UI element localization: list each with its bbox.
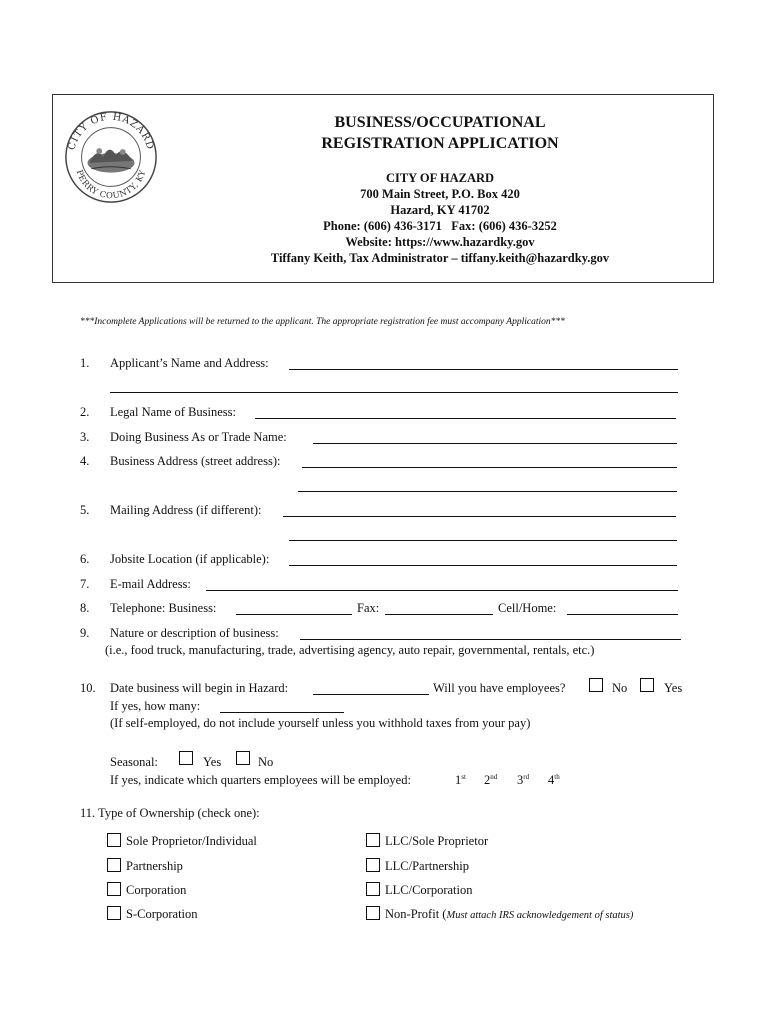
ownership-sole-checkbox[interactable] [107,833,121,847]
start-date-field[interactable] [313,694,429,695]
applicant-name-label: Applicant’s Name and Address: [110,356,269,370]
ownership-llc-corporation-option[interactable]: LLC/Corporation [366,882,473,898]
form-title: BUSINESS/OCCUPATIONAL REGISTRATION APPLICATION [321,114,559,152]
field-number: 7. [80,577,90,591]
city-name: CITY OF HAZARD [385,171,495,185]
self-employed-note: (If self-employed, do not include yourself unless you withhold taxes from your pay) [110,716,531,730]
employees-no-checkbox[interactable] [589,678,603,692]
ownership-scorp-option[interactable]: S-Corporation [107,906,198,922]
telephone-business-label: Telephone: Business: [110,601,217,615]
field-number: 4. [80,454,90,468]
ownership-llc-corporation-checkbox[interactable] [366,882,380,896]
legal-name-field[interactable] [255,418,676,419]
field-number: 6. [80,552,90,566]
business-address-field[interactable] [302,467,677,468]
email-label: E-mail Address: [110,577,191,591]
street-address: 700 Main Street, P.O. Box 420 [360,187,520,201]
start-date-label: Date business will begin in Hazard: [110,681,289,695]
mailing-address-field[interactable] [283,516,676,517]
nonprofit-note: Must attach IRS acknowledgement of status) [446,910,634,921]
business-phone-field[interactable] [236,614,352,615]
dba-label: Doing Business As or Trade Name: [110,430,287,444]
field-number: 9. [80,626,90,640]
ownership-type-label: 11. Type of Ownership (check one): [80,806,260,820]
cell-label: Cell/Home: [498,601,557,615]
city-state-zip: Hazard, KY 41702 [390,203,490,217]
quarter-2[interactable]: 2nd [484,773,498,787]
field-number: 3. [80,430,90,444]
ownership-llc-sole-option[interactable]: LLC/Sole Proprietor [366,833,488,849]
ownership-llc-partnership-option[interactable]: LLC/Partnership [366,858,469,874]
ownership-llc-partnership-checkbox[interactable] [366,858,380,872]
jobsite-label: Jobsite Location (if applicable): [110,552,270,566]
svg-text:CITY OF HAZARD: CITY OF HAZARD [66,111,156,152]
quarter-4[interactable]: 4th [548,773,560,787]
nature-of-business-label: Nature or description of business: [110,626,279,640]
business-address-label: Business Address (street address): [110,454,281,468]
employees-no-label: No [612,681,628,695]
mailing-address-label: Mailing Address (if different): [110,503,262,517]
field-number: 1. [80,356,90,370]
ownership-partnership-checkbox[interactable] [107,858,121,872]
seasonal-no-checkbox[interactable] [236,751,250,765]
ownership-corporation-checkbox[interactable] [107,882,121,896]
cell-phone-field[interactable] [567,614,678,615]
ownership-llc-sole-checkbox[interactable] [366,833,380,847]
seasonal-yes-checkbox[interactable] [179,751,193,765]
field-number: 2. [80,405,90,419]
ownership-partnership-option[interactable]: Partnership [107,858,183,874]
how-many-label: If yes, how many: [110,699,201,713]
phone-fax: Phone: (606) 436-3171 Fax: (606) 436-3252 [323,219,557,233]
quarter-1[interactable]: 1st [455,773,466,787]
ownership-nonprofit-checkbox[interactable] [366,906,380,920]
website: Website: https://www.hazardky.gov [345,235,535,249]
seasonal-yes-label: Yes [203,755,222,769]
quarters-label: If yes, indicate which quarters employees will be employed: [110,773,411,787]
administrator-contact: Tiffany Keith, Tax Administrator – tiffany.keith@hazardky.gov [270,251,610,265]
employees-yes-label: Yes [664,681,683,695]
field-number: 5. [80,503,90,517]
fax-label: Fax: [357,601,380,615]
seasonal-label: Seasonal: [110,755,158,769]
applicant-name-field[interactable] [289,369,678,370]
field-number: 10. [80,681,96,695]
business-address-field-2[interactable] [298,491,677,492]
fax-field[interactable] [385,614,493,615]
applicant-address-field[interactable] [110,392,678,393]
mailing-address-field-2[interactable] [289,540,677,541]
seasonal-no-label: No [258,755,274,769]
city-seal-logo [62,108,160,206]
ownership-nonprofit-option[interactable]: Non-Profit (Must attach IRS acknowledgement of status) [366,906,633,924]
svg-text:PERRY COUNTY, KY: PERRY COUNTY, KY [74,168,148,201]
dba-field[interactable] [313,443,677,444]
notice-text: ***Incomplete Applications will be returned to the applicant. The appropriate registration fee must accompany Application*** [80,317,565,327]
employees-yes-checkbox[interactable] [640,678,654,692]
ownership-scorp-checkbox[interactable] [107,906,121,920]
legal-name-label: Legal Name of Business: [110,405,237,419]
employees-question: Will you have employees? [433,681,566,695]
jobsite-field[interactable] [289,565,677,566]
ownership-sole-option[interactable]: Sole Proprietor/Individual [107,833,257,849]
ownership-corporation-option[interactable]: Corporation [107,882,186,898]
nature-of-business-field[interactable] [300,639,681,640]
how-many-field[interactable] [220,712,344,713]
quarter-3[interactable]: 3rd [517,773,530,787]
nature-of-business-hint: (i.e., food truck, manufacturing, trade, advertising agency, auto repair, governmental, rentals, etc.) [105,643,595,657]
field-number: 8. [80,601,90,615]
email-field[interactable] [206,590,678,591]
